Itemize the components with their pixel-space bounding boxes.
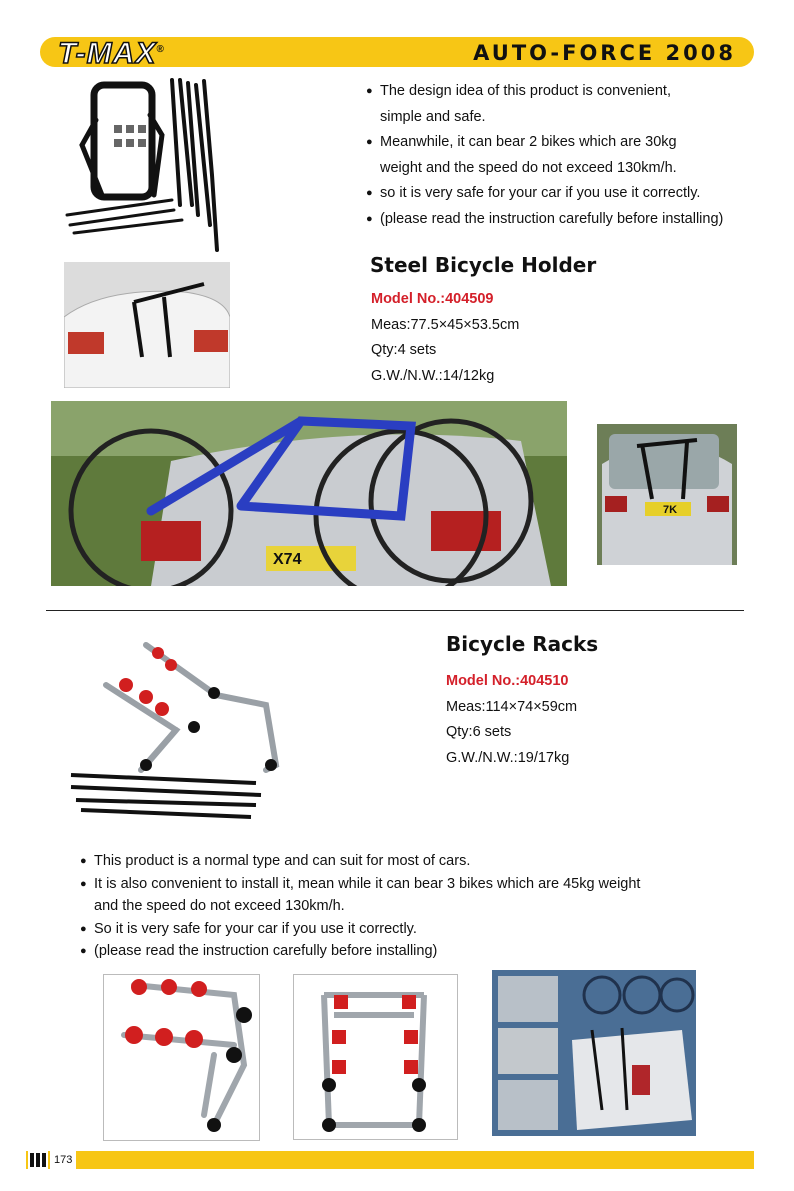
catalog-title: AUTO-FORCE 2008 — [473, 41, 736, 65]
bikes-on-car-photo — [51, 401, 567, 586]
feature-item: ● (please read the instruction carefully before installing) — [366, 207, 766, 233]
holder-title: Steel Bicycle Holder — [370, 253, 597, 277]
feature-item-cont: simple and safe. — [380, 108, 486, 125]
holder-parts-photo — [62, 75, 242, 255]
racks-meas: Meas:114×74×59cm — [446, 698, 578, 715]
feature-item: ● so it is very safe for your car if you use it correctly. — [366, 181, 766, 207]
feature-item: ● It is also convenient to install it, mean while it can bear 3 bikes which are 45kg weight — [80, 873, 760, 896]
racks-qty: Qty:6 sets — [446, 724, 512, 740]
holder-features — [366, 79, 766, 232]
feature-item-cont: weight and the speed do not exceed 130km/h. — [380, 159, 677, 176]
racks-weight: G.W./N.W.:19/17kg — [446, 749, 570, 766]
feature-item: ● So it is very safe for your car if you use it correctly. — [80, 918, 760, 941]
brand-logo: T-MAX® — [58, 37, 165, 70]
footer-bar — [26, 1151, 754, 1169]
holder-weight: G.W./N.W.:14/12kg — [371, 367, 495, 384]
car-plate-text: X74 — [273, 551, 302, 568]
feature-item: ● (please read the instruction carefully before installing) — [80, 940, 760, 963]
feature-item: ● This product is a normal type and can suit for most of cars. — [80, 850, 760, 873]
racks-title: Bicycle Racks — [446, 632, 599, 656]
rack-side-photo — [103, 974, 260, 1141]
car-plate-small-text: 7K — [663, 504, 678, 516]
racks-model: Model No.:404510 — [446, 673, 569, 689]
rack-front-photo — [293, 974, 458, 1140]
feature-item-cont: and the speed do not exceed 130km/h. — [94, 898, 345, 914]
footer-arrows-icon — [28, 1151, 48, 1169]
page-number: 173 — [50, 1151, 76, 1169]
holder-on-car-photo — [64, 262, 230, 388]
racks-specs — [446, 669, 746, 771]
holder-qty: Qty:4 sets — [371, 342, 437, 358]
rack-product-photo — [66, 635, 306, 825]
racks-features — [80, 850, 760, 963]
section-divider — [46, 610, 744, 611]
holder-specs — [371, 287, 671, 389]
feature-item: ● The design idea of this product is convenient, — [366, 79, 766, 105]
feature-item: ● Meanwhile, it can bear 2 bikes which are 30kg — [366, 130, 766, 156]
rack-usage-collage — [492, 970, 696, 1136]
holder-model: Model No.:404509 — [371, 291, 494, 307]
holder-rear-car-photo — [597, 424, 737, 565]
holder-meas: Meas:77.5×45×53.5cm — [371, 316, 520, 333]
